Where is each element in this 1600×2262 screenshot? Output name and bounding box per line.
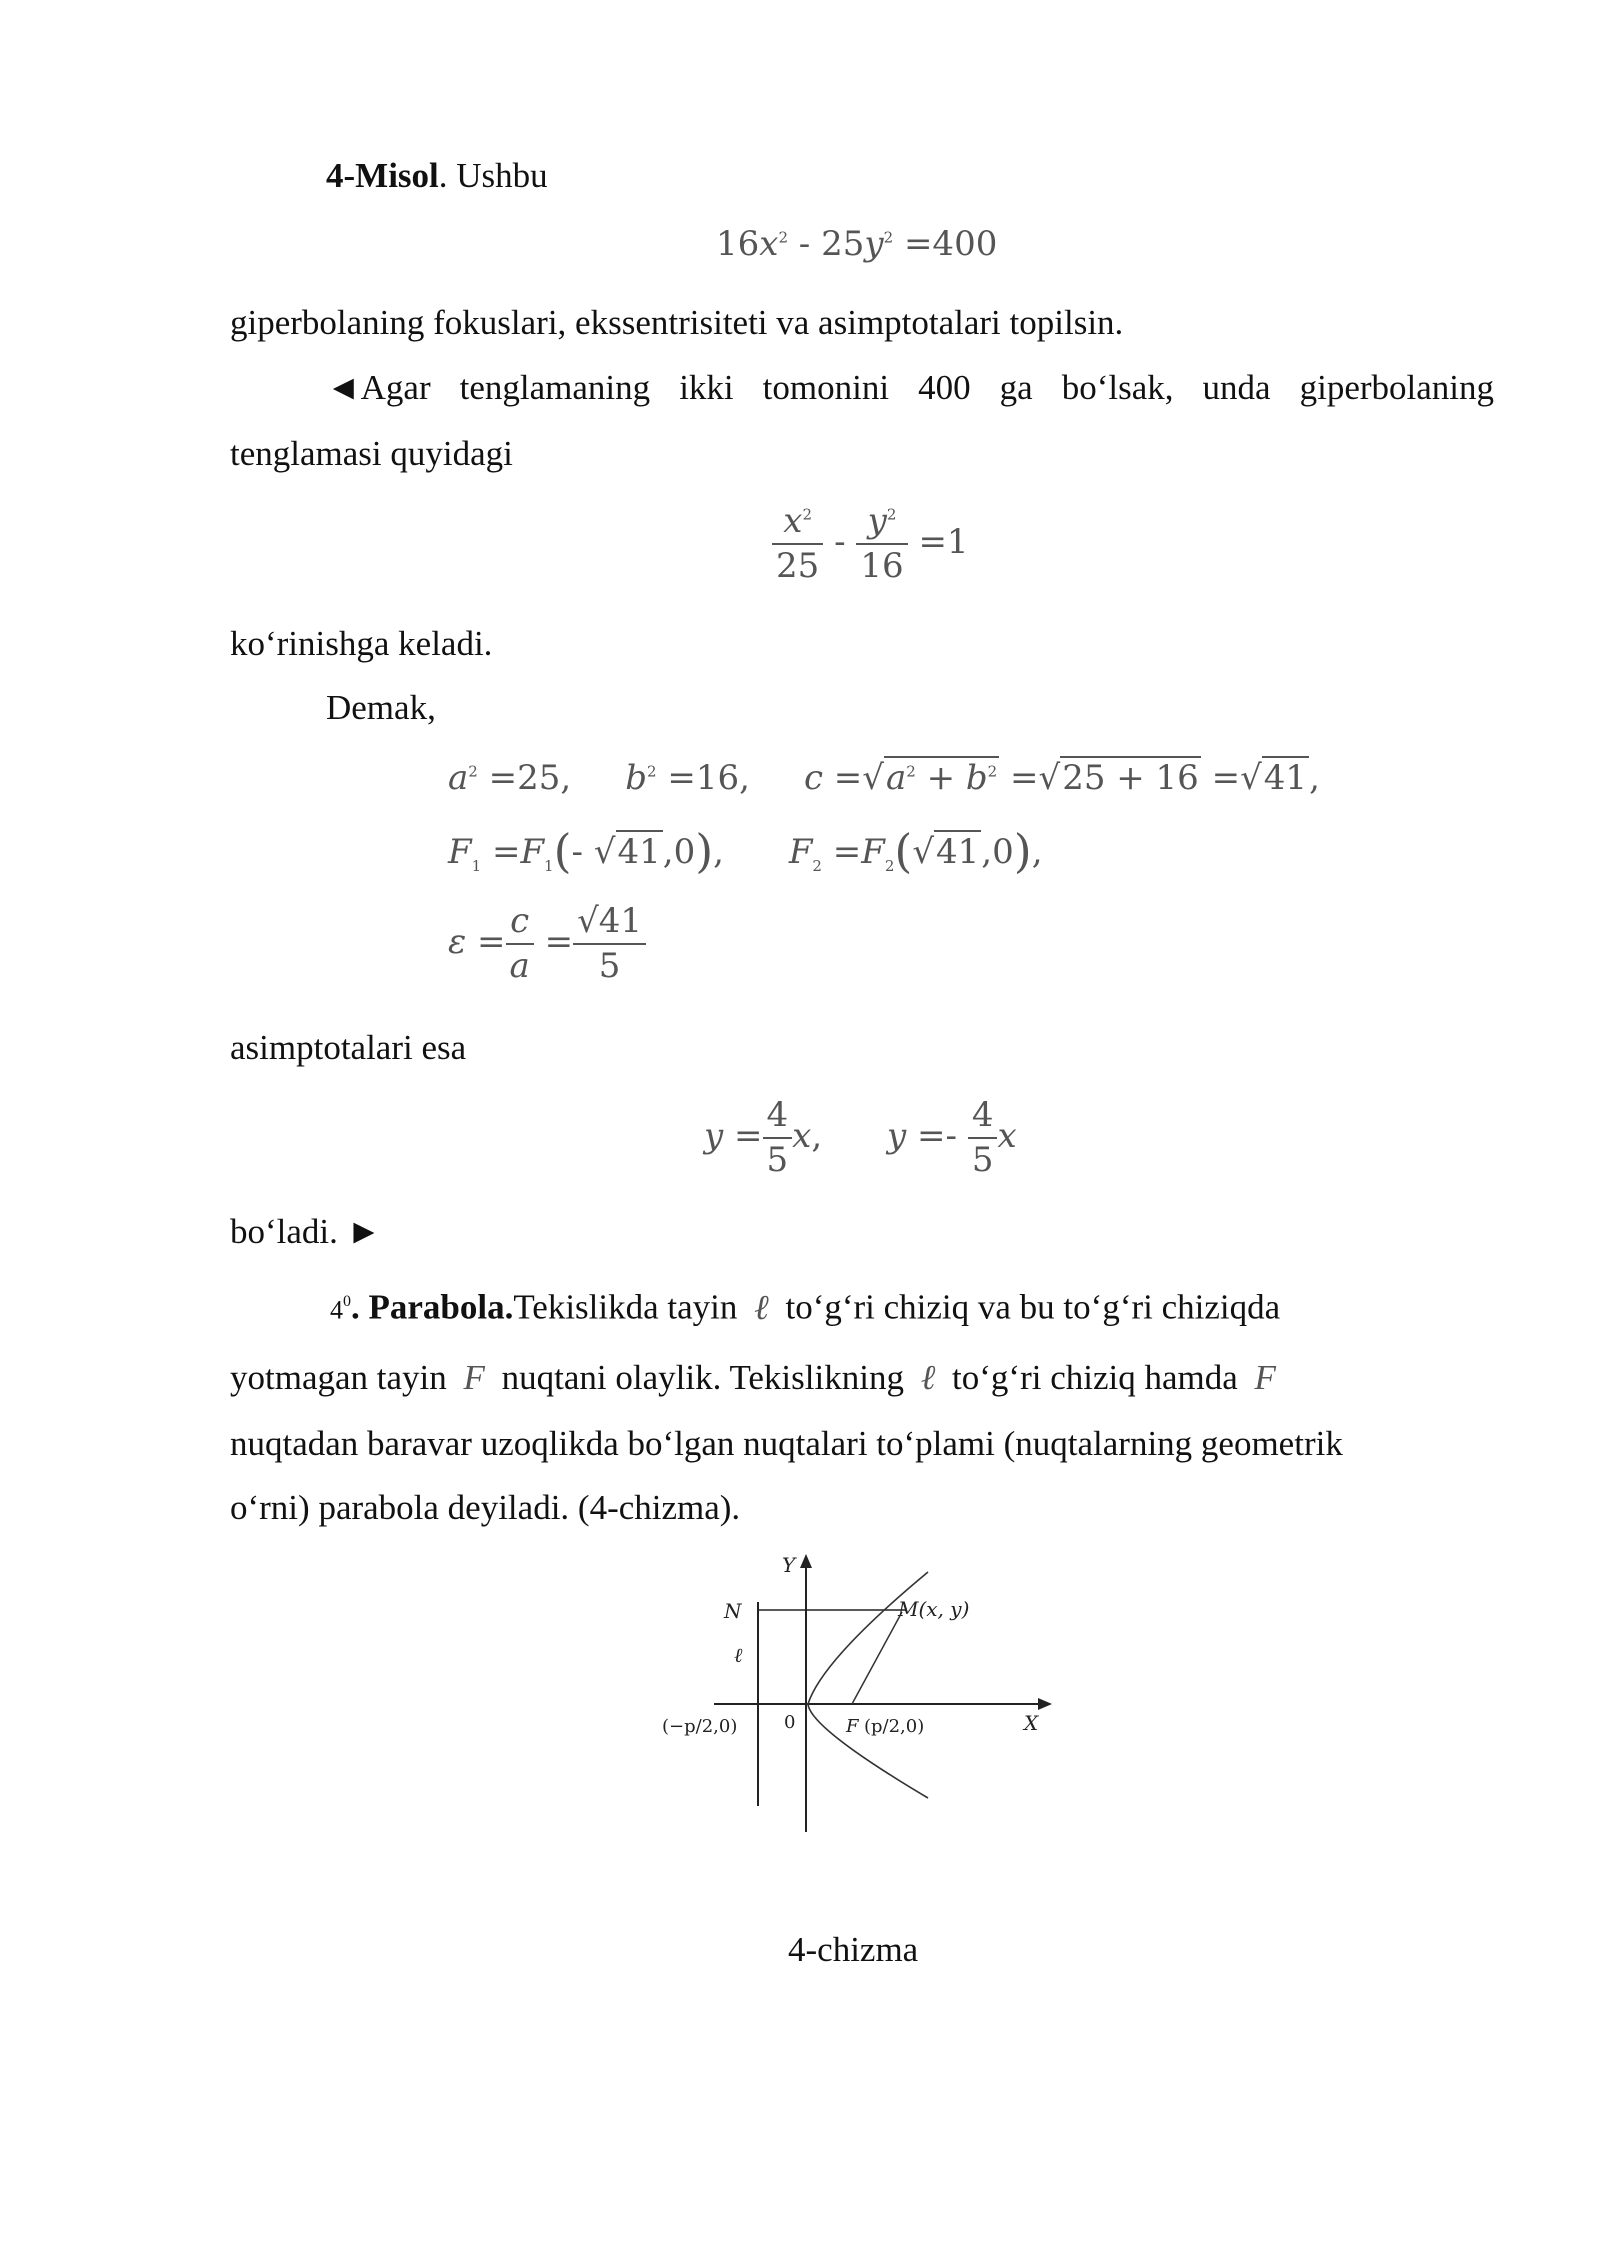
label-y-axis: Y <box>782 1553 796 1577</box>
label-focus-point: (p/2,0) <box>864 1716 925 1737</box>
section-line-2-b: nuqtani olaylik. Tekislikning <box>501 1358 904 1397</box>
section-line-2 <box>230 1356 1276 1400</box>
segment-f-m <box>852 1612 902 1704</box>
section-number-sup: 0 <box>343 1293 351 1310</box>
equation-canonical: $\frac{x^2}{25}$ - $\frac{y^2}{16}$ =1 <box>772 500 969 587</box>
figure-caption-text: 4-chizma <box>788 1930 919 1969</box>
symbol-l-1: ℓ <box>754 1287 769 1327</box>
symbol-F-1: F <box>463 1358 485 1397</box>
figure-caption <box>788 1928 918 1972</box>
solution-line-5 <box>230 1026 466 1070</box>
equation-eccentricity: ε = $\frac{c}{a}$ = $\frac{√41}{5}$ <box>448 900 646 987</box>
section-line-1-b: to‘g‘ri chiziq va bu to‘g‘ri chiziqda <box>785 1287 1281 1327</box>
solution-line-3-text: ko‘rinishga keladi. <box>230 624 493 663</box>
solution-end-marker: ► <box>346 1212 382 1251</box>
example-heading: 4-Misol <box>326 156 439 195</box>
symbol-l-2: ℓ <box>920 1358 936 1397</box>
label-m: M(x, y) <box>898 1597 970 1621</box>
solution-line-1 <box>326 366 1494 410</box>
label-f: F <box>846 1716 859 1737</box>
section-line-2-a: yotmagan tayin <box>230 1358 447 1397</box>
section-line-1 <box>330 1280 1280 1333</box>
section-number: 4 <box>330 1295 343 1325</box>
section-line-3 <box>230 1422 1343 1466</box>
symbol-F-2: F <box>1254 1358 1276 1397</box>
label-origin: 0 <box>784 1712 796 1733</box>
solution-line-5-text: asimptotalari esa <box>230 1028 467 1067</box>
section-title: . Parabola. <box>351 1287 514 1327</box>
label-l: ℓ <box>734 1643 743 1667</box>
section-line-2-c: to‘g‘ri chiziq hamda <box>952 1358 1238 1397</box>
solution-line-4 <box>326 686 436 730</box>
label-x-axis: X <box>1024 1711 1039 1735</box>
task-line <box>230 301 1123 345</box>
solution-line-4-text: Demak, <box>326 688 436 727</box>
label-n: N <box>724 1599 742 1623</box>
solution-line-6-text: bo‘ladi. <box>230 1212 338 1251</box>
example-heading-suffix: . Ushbu <box>438 156 548 195</box>
example-heading-line <box>326 154 548 198</box>
equation-hyperbola: $16x^2 - 25y^2 =400$ <box>716 224 998 264</box>
task-text: giperbolaning fokuslari, ekssentrisiteti va asimptotalari topilsin. <box>230 303 1124 342</box>
label-directrix-point: (−p/2,0) <box>662 1716 738 1737</box>
section-line-4 <box>230 1486 740 1530</box>
solution-line-6 <box>230 1210 381 1254</box>
solution-line-2-text: tenglamasi quyidagi <box>230 434 513 473</box>
solution-line-3 <box>230 622 492 666</box>
equation-foci: $F_1 =F_1(-$ √41,0), $F_2 =F_2(√41,0)$, <box>448 824 1043 878</box>
y-axis-arrow <box>800 1554 812 1568</box>
parabola-figure <box>660 1550 1060 1840</box>
equation-params: $a^2 =25$, $b^2 =16$, $c =√a^2 + b^2 =√25 + 16 =√41$, <box>448 758 1320 798</box>
section-line-1-a: Tekislikda tayin <box>513 1287 738 1327</box>
solution-start-marker: ◄ <box>326 368 361 407</box>
solution-line-2 <box>230 432 513 476</box>
equation-asymptotes: y = $\frac{4}{5}$ x, y =- $\frac{4}{5}$ x <box>704 1095 1017 1180</box>
section-line-4-text: o‘rni) parabola deyiladi. (4-chizma). <box>230 1488 741 1527</box>
x-axis-arrow <box>1038 1698 1052 1710</box>
section-line-3-text: nuqtadan baravar uzoqlikda bo‘lgan nuqtalari to‘plami (nuqtalarning geometrik <box>230 1424 1343 1463</box>
solution-line-1-text: Agar tenglamaning ikki tomonini 400 ga bo‘lsak, unda giperbolaning <box>360 368 1494 407</box>
